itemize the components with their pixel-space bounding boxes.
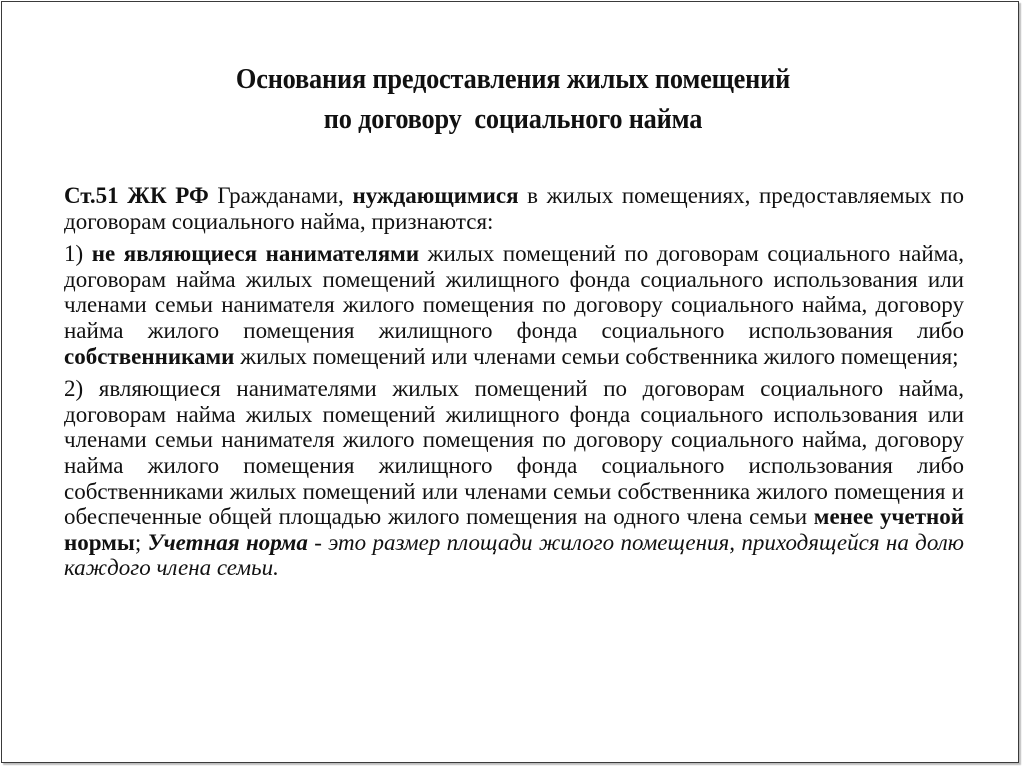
item-1-bold-lead: не являющиеся нанимателями [91,241,420,267]
list-item-2 [64,376,964,581]
item-1-text-mid: жилых помещений по договорам социального найма, договорам найма жилых помещений жилищного фонда социального использования или членами семьи нанимателя жилого помещения по договору социального найма, договору найма жилого помещения жилищного фонда социального использования либо [64,241,964,343]
item-2-number: 2) [64,376,99,402]
article-reference: Ст.51 ЖК РФ [64,183,209,208]
item-1-number: 1) [64,241,92,267]
intro-bold-term: нуждающимися [352,183,519,208]
intro-text-after: в жилых помещениях, предоставляемых по договорам социального найма, признаются: [64,183,964,234]
item-2-bold-norm: менее учетной нормы [64,504,964,555]
list-item-1 [64,241,964,369]
item-2-definition-term: Учетная норма [147,529,308,555]
slide-body [64,183,964,588]
item-2-semicolon: ; [134,529,148,555]
slide [1,1,1019,763]
item-2-definition-text: - это размер площади жилого помещения, приходящейся на долю каждого члена семьи. [64,529,964,581]
item-1-text-end: жилых помещений или членами семьи собственника жилого помещения; [234,343,959,369]
intro-paragraph [64,183,964,234]
intro-text-before: Гражданами, [208,183,353,208]
item-1-bold-owner: собственниками [64,343,235,369]
slide-title [33,60,994,140]
title-line-2: по договору социального найма [323,104,703,135]
item-2-text-main: являющиеся нанимателями жилых помещений по договорам социального найма, договорам найма жилых помещений жилищного фонда социального использования или членами семьи нанимателя жилого помещения по договору социального найма, договору найма жилого помещения жилищного фонда социального использования либо собственниками жилых помещений или членами семьи собственника жилого помещения и обеспеченные общей площадью жилого помещения на одного члена семьи [64,376,964,530]
title-line-1: Основания предоставления жилых помещений [235,64,791,95]
